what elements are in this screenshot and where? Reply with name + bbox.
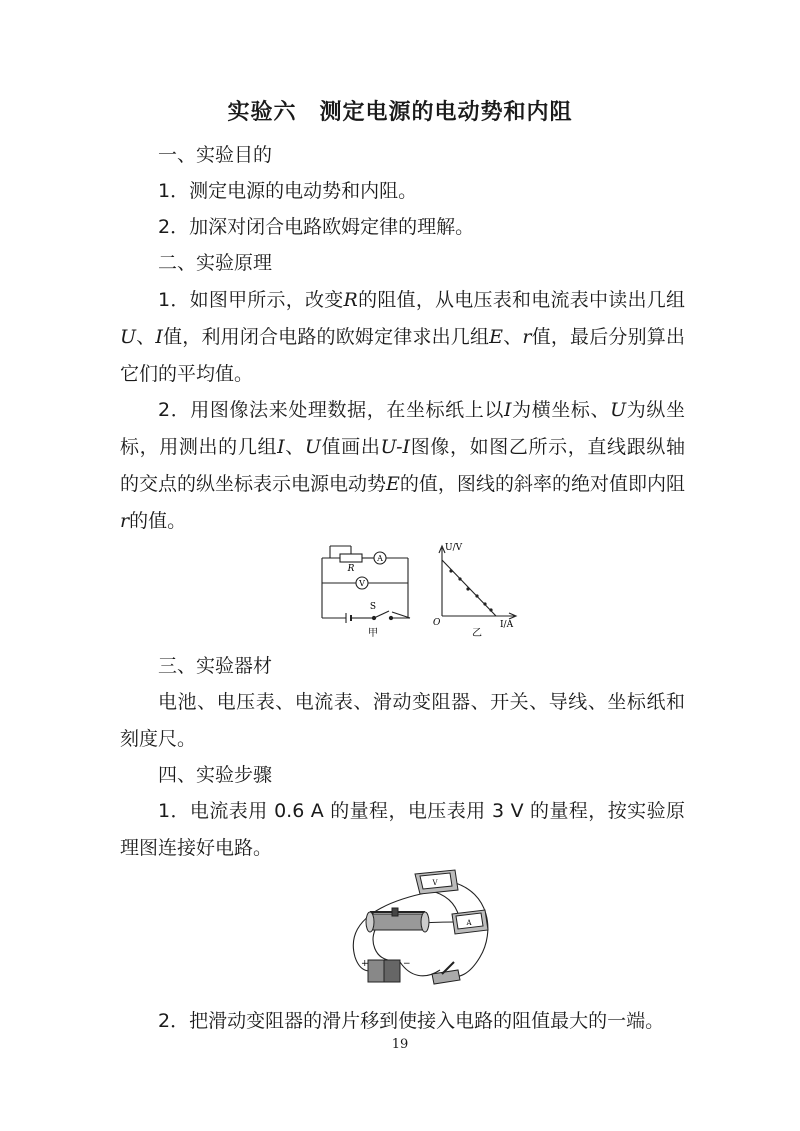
- graph-caption: 乙: [472, 628, 482, 639]
- equipment-paragraph: 电池、电压表、电流表、滑动变阻器、开关、导线、坐标纸和刻度尺。: [120, 691, 685, 750]
- y-axis-label: U/V: [445, 543, 463, 553]
- purpose-item-2: 2．加深对闭合电路欧姆定律的理解。: [158, 216, 475, 238]
- section-heading-purpose: 一、实验目的: [158, 144, 273, 166]
- data-point: [475, 594, 478, 597]
- ammeter-device-label: A: [466, 919, 472, 927]
- battery-device: [368, 960, 400, 982]
- ammeter-label: A: [377, 554, 383, 563]
- battery-minus-label: −: [403, 959, 411, 969]
- data-point: [483, 602, 486, 605]
- resistor-label: R: [347, 564, 355, 574]
- data-point: [489, 608, 492, 611]
- principle-paragraph-2: 2．用图像法来处理数据，在坐标纸上以I为横坐标、U为纵坐标，用测出的几组I、U值画出U-I图像，如图乙所示，直线跟纵轴的交点的纵坐标表示电源电动势E的值，图线的斜率的绝对值即内阻r的值。: [120, 399, 685, 532]
- principle-paragraph-1: 1．如图甲所示，改变R的阻值，从电压表和电流表中读出几组U、I值，利用闭合电路的欧姆定律求出几组E、r值，最后分别算出它们的平均值。: [120, 289, 685, 385]
- section-heading-equipment: 三、实验器材: [158, 655, 273, 677]
- x-axis-label: I/A: [500, 620, 514, 630]
- page-title: 实验六 测定电源的电动势和内阻: [227, 100, 573, 125]
- circuit-and-graph-figure: [310, 538, 540, 643]
- data-point: [466, 587, 469, 590]
- ui-graph: [439, 546, 516, 619]
- resistor-symbol: [340, 554, 362, 562]
- voltmeter-label: V: [359, 579, 365, 588]
- origin-label: O: [433, 618, 441, 628]
- circuit-diagram: [322, 546, 410, 623]
- purpose-item-1: 1．测定电源的电动势和内阻。: [158, 180, 418, 202]
- switch-label: S: [369, 602, 377, 612]
- data-point: [458, 577, 461, 580]
- section-heading-principle: 二、实验原理: [158, 252, 273, 274]
- step-1-paragraph: 1．电流表用 0.6 A 的量程，电压表用 3 V 的量程，按实验原理图连接好电路。: [120, 800, 685, 859]
- circuit-caption: 甲: [368, 628, 378, 639]
- data-point: [449, 569, 452, 572]
- switch-device: [432, 962, 460, 984]
- apparatus-figure: [340, 862, 500, 990]
- rheostat-device: [366, 908, 429, 932]
- page-number: 19: [391, 1037, 409, 1052]
- voltmeter-device-label: V: [432, 879, 438, 887]
- battery-plus-label: +: [361, 959, 369, 969]
- step-2-paragraph: 2．把滑动变阻器的滑片移到使接入电路的阻值最大的一端。: [158, 1010, 665, 1032]
- section-heading-steps: 四、实验步骤: [158, 764, 273, 786]
